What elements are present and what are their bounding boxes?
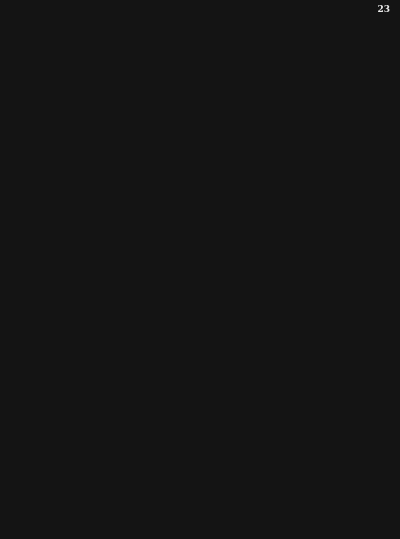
page-number: 23 — [377, 5, 390, 15]
right-column — [202, 14, 392, 534]
left-column — [4, 14, 194, 534]
